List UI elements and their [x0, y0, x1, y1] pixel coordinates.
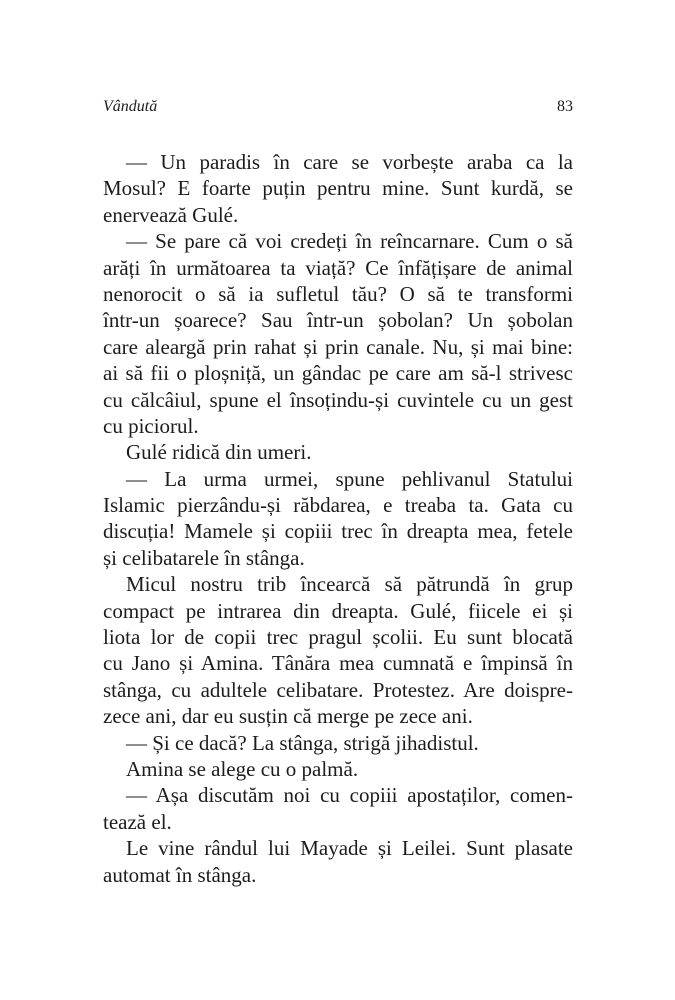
text-line: ai să fii o ploșniță, un gândac pe care am să-l strivesc [103, 361, 573, 386]
text-line: stânga, cu adultele celibatare. Protestez. Are doispre- [103, 677, 573, 702]
text-line: liota lor de copii trec pragul școlii. Eu sunt blocată [103, 625, 573, 650]
text-line: — Așa discutăm noi cu copiii apostaților, comen- [126, 783, 573, 808]
page-number: 83 [557, 98, 573, 115]
text-line: și celibatarele în stânga. [103, 545, 305, 570]
text-line: zece ani, dar eu susțin că merge pe zece ani. [103, 704, 473, 729]
text-line: compact pe intrarea din dreapta. Gulé, fiicele ei și [103, 598, 573, 623]
text-line: cu piciorul. [103, 413, 199, 438]
text-line: enervează Gulé. [103, 202, 239, 227]
text-line: Le vine rândul lui Mayade și Leilei. Sunt plasate [126, 836, 573, 861]
text-line: nenorocit o să ia sufletul tău? O să te transformi [103, 281, 573, 306]
text-line: automat în stânga. [103, 862, 257, 887]
text-line: Mosul? E foarte puțin pentru mine. Sunt kurdă, se [103, 176, 573, 201]
text-line: Micul nostru trib încearcă să pătrundă în grup [126, 572, 573, 597]
text-line: Islamic pierzându-și răbdarea, e treaba ta. Gata cu [103, 493, 573, 518]
text-line: — Și ce dacă? La stânga, strigă jihadistul. [126, 730, 479, 755]
text-line: — La urma urmei, spune pehlivanul Statului [126, 466, 573, 491]
body-text [103, 149, 573, 888]
text-line: — Un paradis în care se vorbește araba ca la [126, 150, 573, 174]
text-line: cu Jano și Amina. Tânăra mea cumnată e împinsă în [103, 651, 573, 676]
text-line: Amina se alege cu o palmă. [126, 756, 359, 781]
text-line: cu călcâiul, spune el însoțindu-și cuvintele cu un gest [103, 387, 573, 412]
text-line: care aleargă prin rahat și prin canale. Nu, și mai bine: [103, 334, 573, 359]
text-line: arăți în următoarea ta viață? Ce înfățișare de animal [103, 255, 573, 280]
page-header [103, 98, 573, 122]
text-line: — Se pare că voi credeți în reîncarnare. Cum o să [126, 229, 573, 254]
text-line: într-un șoarece? Sau într-un șobolan? Un șobolan [103, 308, 573, 333]
text-line: tează el. [103, 809, 172, 834]
running-title: Vândută [103, 98, 158, 115]
text-line: Gulé ridică din umeri. [126, 440, 312, 465]
text-line: discuția! Mamele și copiii trec în dreapta mea, fetele [103, 519, 573, 544]
